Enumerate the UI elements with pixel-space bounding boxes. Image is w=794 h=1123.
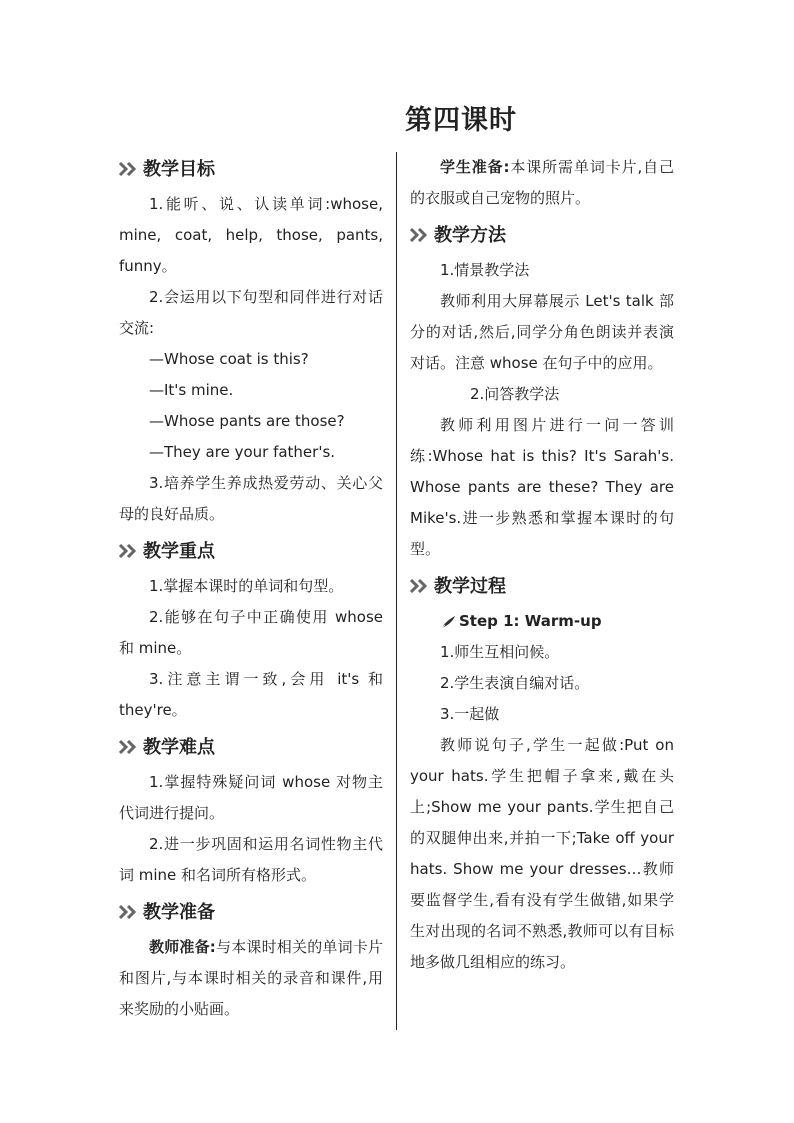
section-heading-objectives [119,152,383,186]
difficulty: 1.掌握特殊疑问词 whose 对物主代词进行提问。 [119,773,383,822]
objective-2: 2.会运用以下句型和同伴进行对话交流: [119,288,383,337]
student-preparation-label: 学生准备: [440,158,510,176]
teacher-preparation [119,932,383,1025]
student-preparation-text: 本课所需单词卡片,自己的衣服或自己宠物的照片。 [410,158,674,207]
process-item: 1.师生互相问候。 [440,643,560,661]
section-heading-methods [410,218,674,252]
right-column [410,152,674,978]
page-title: 第四课时 [405,105,517,136]
double-chevron-icon [119,544,139,558]
heading-text: 教学准备 [143,901,215,923]
section-heading-key-points [119,534,383,568]
dialog-line: —They are your father's. [149,443,336,461]
process-item: 3.一起做 [440,705,500,723]
method-1-title: 1.情景教学法 [440,261,530,279]
section-heading-preparation [119,895,383,929]
key-point: 1.掌握本课时的单词和句型。 [149,577,344,595]
section-heading-difficulties [119,730,383,764]
double-chevron-icon [410,579,430,593]
difficulty: 2.进一步巩固和运用名词性物主代词 mine 和名词所有格形式。 [119,835,383,884]
key-point: 3.注意主谓一致,会用 it's 和 they're。 [119,670,383,719]
double-chevron-icon [119,740,139,754]
method-1-text: 教师利用大屏幕展示 Let's talk 部分的对话,然后,同学分角色朗读并表演对话。注意 whose 在句子中的应用。 [410,292,674,372]
double-chevron-icon [119,162,139,176]
step-heading [410,606,674,637]
column-divider [396,152,397,1030]
heading-text: 教学过程 [434,575,506,597]
student-preparation [410,152,674,214]
heading-text: 教学难点 [143,736,215,758]
objective-1: 1.能听、说、认读单词:whose, mine, coat, help, those, pants, funny。 [119,195,383,275]
process-text: 教师说句子,学生一起做:Put on your hats.学生把帽子拿来,戴在头上;Show me your pants.学生把自己的双腿伸出来,并拍一下;Take off your hats. Show me your dresses…教师要监督学生,看有没有学生做错,如果学生对出现的名词不熟悉,教师可以有目标地多做几组相应的练习。 [410,736,674,971]
heading-text: 教学重点 [143,540,215,562]
teacher-preparation-text: 与本课时相关的单词卡片和图片,与本课时相关的录音和课件,用来奖励的小贴画。 [119,938,383,1018]
heading-text: 教学目标 [143,158,215,180]
left-column [119,152,383,1025]
double-chevron-icon [410,228,430,242]
section-heading-process [410,569,674,603]
dialog-line: —It's mine. [149,381,234,399]
dialog-line: —Whose coat is this? [149,350,309,368]
process-item: 2.学生表演自编对话。 [440,674,590,692]
objective-3: 3.培养学生养成热爱劳动、关心父母的良好品质。 [119,474,383,523]
key-point: 2.能够在句子中正确使用 whose 和 mine。 [119,608,383,657]
heading-text: 教学方法 [434,224,506,246]
double-chevron-icon [119,905,139,919]
method-2-text: 教师利用图片进行一问一答训练:Whose hat is this? It's Sarah's. Whose pants are these? They are Mike's.进一步熟悉和掌握本课时的句型。 [410,416,674,558]
method-2-title: 2.问答教学法 [470,385,560,403]
pencil-icon [440,615,456,629]
step-heading-text: Step 1: Warm-up [459,612,602,630]
dialog-line: —Whose pants are those? [149,412,345,430]
teacher-preparation-label: 教师准备: [149,938,216,956]
